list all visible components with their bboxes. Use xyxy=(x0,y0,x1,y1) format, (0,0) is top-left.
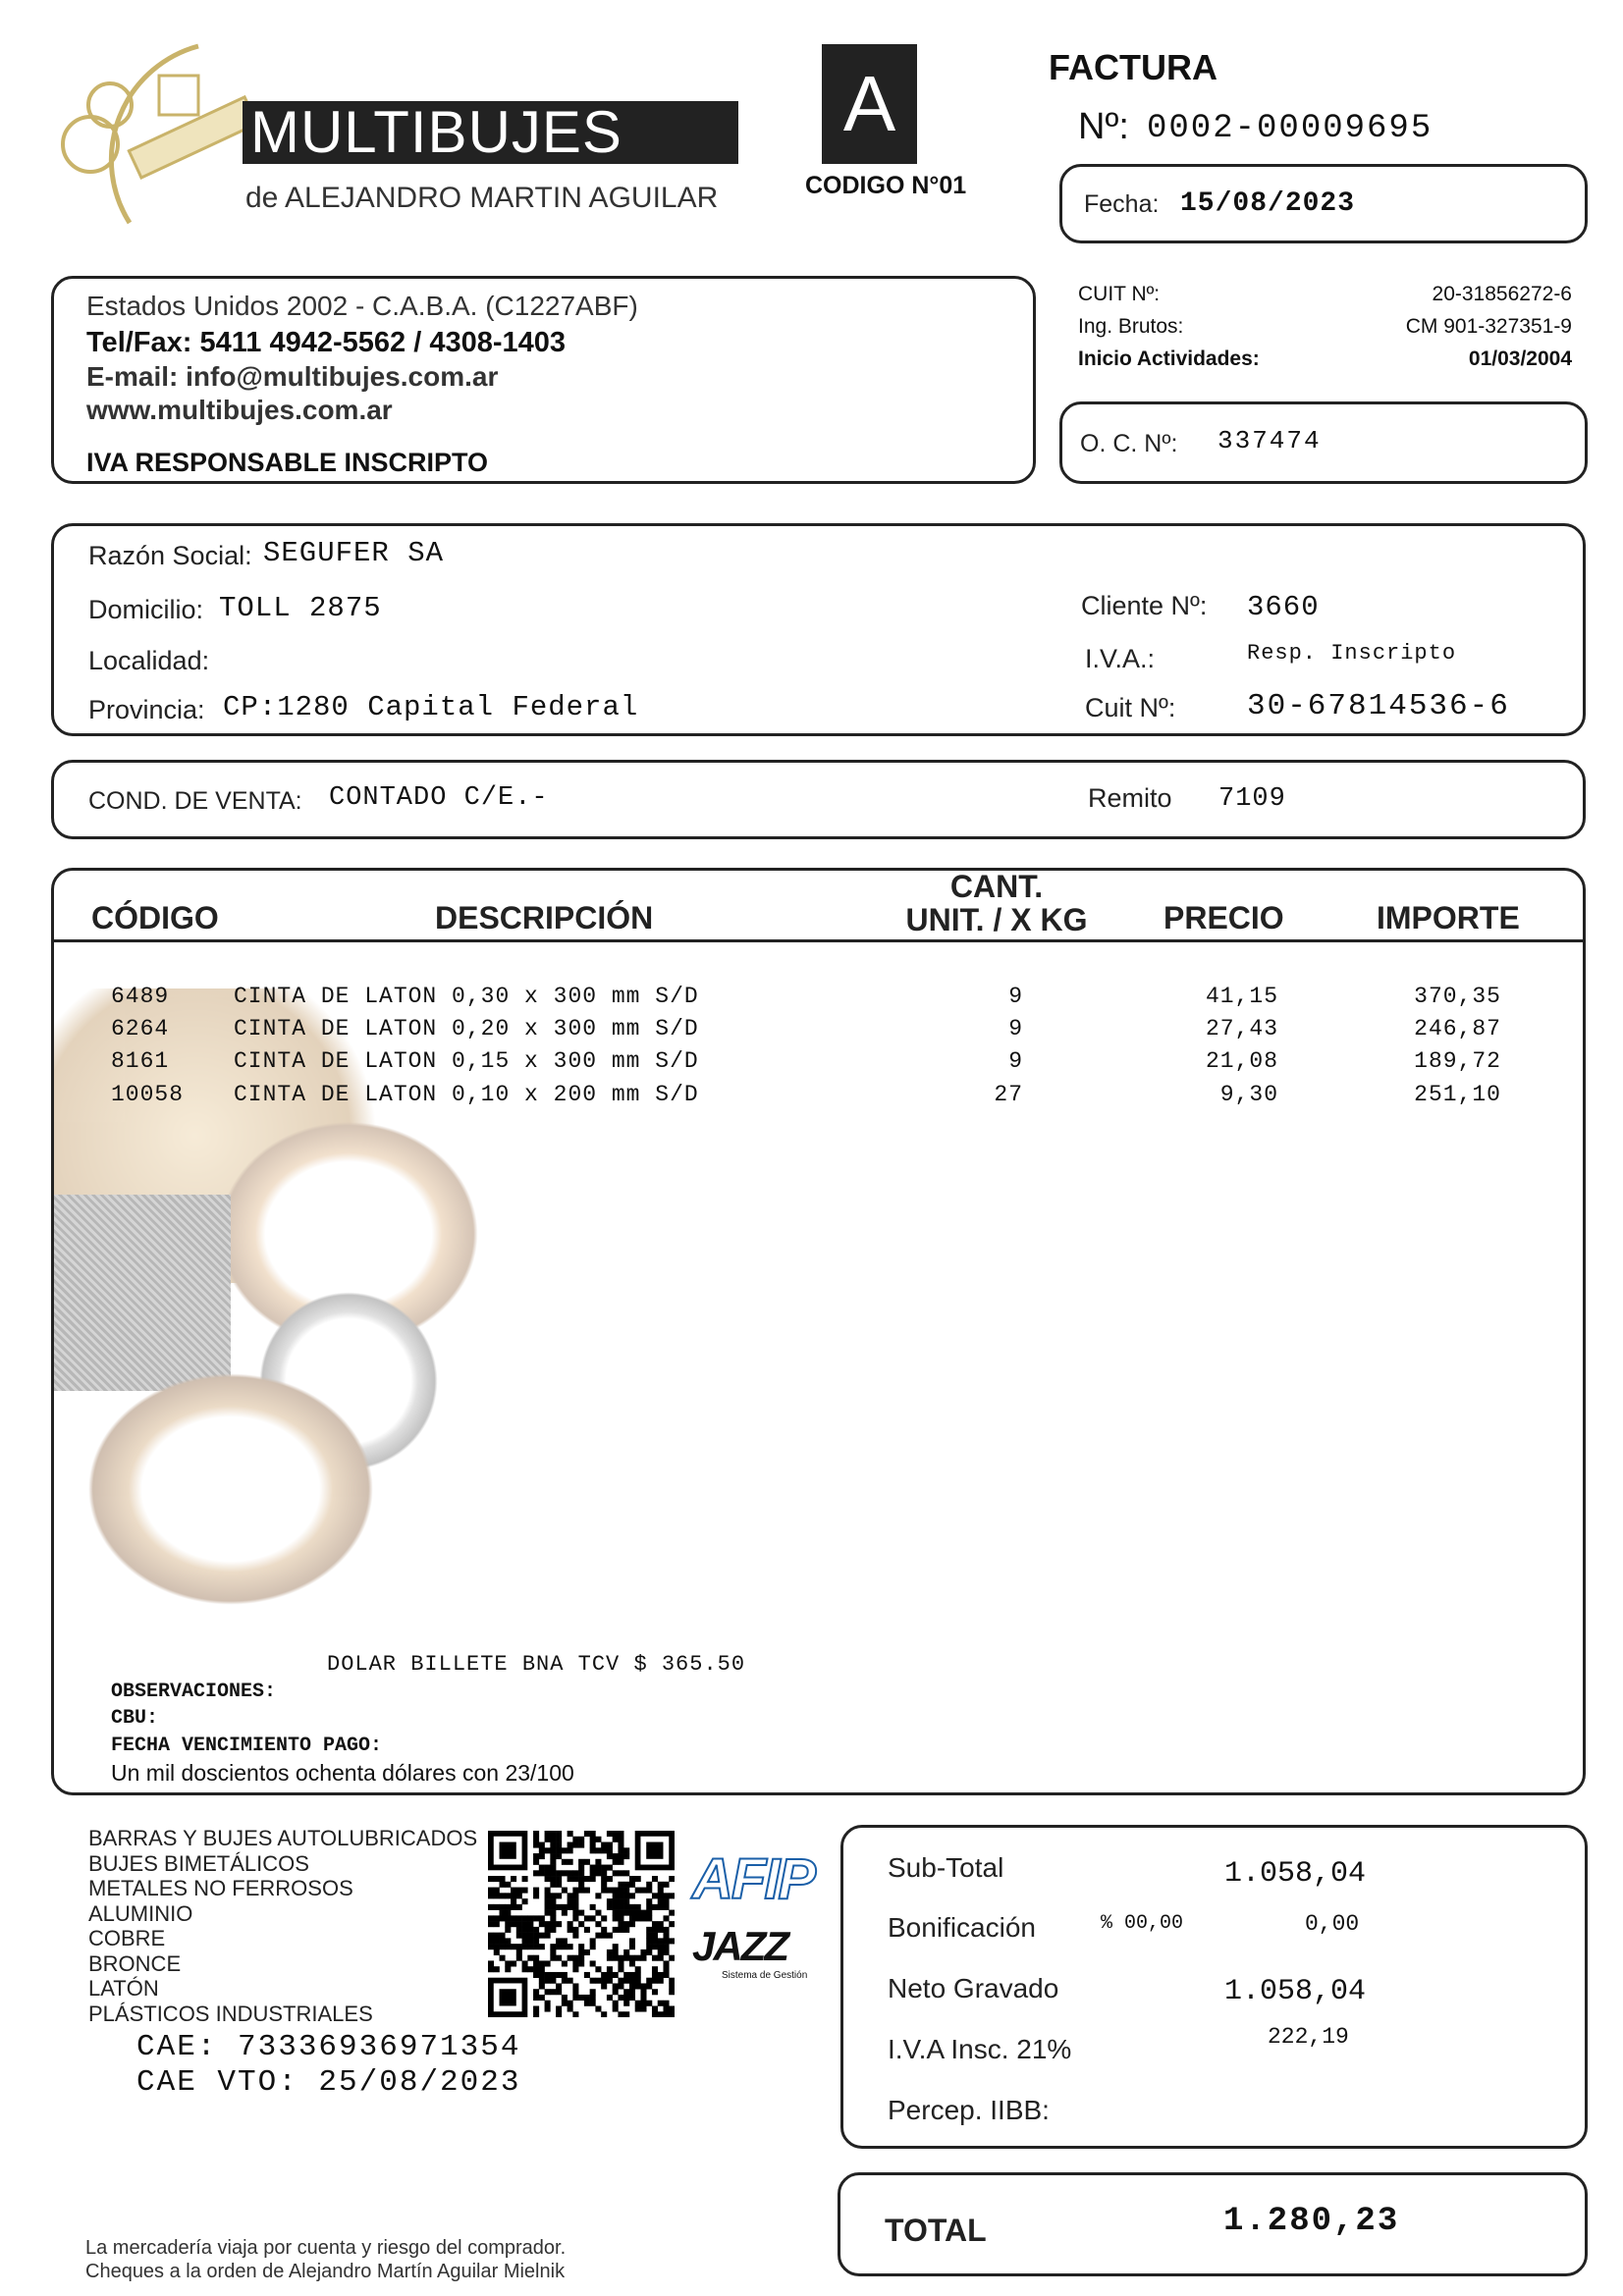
client-razon: SEGUFER SA xyxy=(263,537,445,569)
header-cantidad: CANT. UNIT. / X KG xyxy=(905,869,1088,937)
remito-number: 7109 xyxy=(1218,784,1286,814)
oc-value: 337474 xyxy=(1217,426,1322,455)
items-table: CÓDIGO DESCRIPCIÓN CANT. UNIT. / X KG PRECIO IMPORTE 6489 CINTA DE LATON 0,30 x 300 mm S/D 9 41,15 370,35 6264 CINTA DE LATON 0,20 x 300 mm S/D 9 27,43 246,87 8161 CINTA DE LATON 0,15 x 300 mm S/D 9 21,08 189,72 10058 CINTA DE LATON 0,10 x 200 mm S/D 27 9,30 251,10 DOLAR BILLETE BNA TCV $ 365.50 OBSERVACIONES: CBU: FECHA VENCIMIENTO PAGO: Un mil doscientos ochenta dólares con 23/100 xyxy=(51,868,1586,1795)
client-iva-label: I.V.A.: xyxy=(1085,644,1156,673)
company-owner: de ALEJANDRO MARTIN AGUILAR xyxy=(245,182,719,214)
header-codigo: CÓDIGO xyxy=(91,900,219,935)
company-logo xyxy=(51,36,738,228)
notes-dolar: DOLAR BILLETE BNA TCV $ 365.50 xyxy=(327,1652,746,1677)
sale-condition: CONTADO C/E.- xyxy=(329,783,549,813)
invoice-letter: A xyxy=(822,44,917,164)
qr-code-icon xyxy=(488,1831,675,2017)
date-label: Fecha: xyxy=(1084,190,1160,218)
invoice-number-label: Nº: xyxy=(1078,106,1129,147)
notes-vencimiento: FECHA VENCIMIENTO PAGO: xyxy=(111,1735,383,1757)
subtotal-value: 1.058,04 xyxy=(1224,1857,1367,1891)
total-box xyxy=(838,2172,1588,2276)
client-provincia-label: Provincia: xyxy=(88,695,205,724)
invoice-number: 0002-00009695 xyxy=(1147,110,1434,147)
oc-box xyxy=(1059,401,1588,484)
company-web: www.multibujes.com.ar xyxy=(86,395,393,425)
product-list: BARRAS Y BUJES AUTOLUBRICADOS BUJES BIMETÁLICOS METALES NO FERROSOS ALUMINIO COBRE BRONCE LATÓN PLÁSTICOS INDUSTRIALES xyxy=(88,1826,478,2026)
total-label: TOTAL xyxy=(885,2213,987,2248)
invoice-title: FACTURA xyxy=(1049,47,1217,87)
fiscal-cuit: CUIT Nº: 20-31856272-6 xyxy=(1078,283,1572,305)
date-box xyxy=(1059,164,1588,243)
client-cuit-label: Cuit Nº: xyxy=(1085,693,1176,722)
header-precio: PRECIO xyxy=(1163,900,1284,935)
company-address: Estados Unidos 2002 - C.A.B.A. (C1227ABF) xyxy=(86,291,638,321)
iibb-label: Percep. IIBB: xyxy=(888,2095,1050,2125)
bonification-pct: % 00,00 xyxy=(1101,1912,1184,1935)
cae-number: CAE: 73336936971354 xyxy=(136,2030,521,2064)
client-number: 3660 xyxy=(1247,591,1320,623)
header-importe: IMPORTE xyxy=(1377,900,1520,935)
header-descripcion: DESCRIPCIÓN xyxy=(435,900,654,935)
notes-observaciones: OBSERVACIONES: xyxy=(111,1681,277,1703)
client-domicilio: TOLL 2875 xyxy=(219,592,382,624)
fiscal-ingbrutos: Ing. Brutos: CM 901-327351-9 xyxy=(1078,315,1572,338)
total-value: 1.280,23 xyxy=(1223,2203,1400,2240)
client-number-label: Cliente Nº: xyxy=(1081,591,1208,620)
totals-box xyxy=(840,1825,1588,2149)
client-localidad-label: Localidad: xyxy=(88,646,210,675)
bonification-label: Bonificación xyxy=(888,1912,1036,1943)
client-domicilio-label: Domicilio: xyxy=(88,595,204,624)
amount-in-words: Un mil doscientos ochenta dólares con 23/100 xyxy=(111,1760,574,1786)
neto-value: 1.058,04 xyxy=(1224,1975,1367,2008)
sale-condition-label: COND. DE VENTA: xyxy=(88,787,302,815)
fiscal-inicio: Inicio Actividades: 01/03/2004 xyxy=(1078,347,1572,370)
client-cuit: 30-67814536-6 xyxy=(1247,689,1510,723)
client-provincia: CP:1280 Capital Federal xyxy=(223,691,639,723)
subtotal-label: Sub-Total xyxy=(888,1852,1004,1883)
neto-label: Neto Gravado xyxy=(888,1973,1059,2003)
footer-note: La mercadería viaja por cuenta y riesgo del comprador. Cheques a la orden de Alejandro Martín Aguilar Mielnik xyxy=(85,2237,567,2282)
cae-expiry: CAE VTO: 25/08/2023 xyxy=(136,2065,521,2100)
iva-value: 222,19 xyxy=(1268,2024,1349,2050)
company-phone: Tel/Fax: 5411 4942-5562 / 4308-1403 xyxy=(86,327,567,358)
date-value: 15/08/2023 xyxy=(1180,188,1356,219)
sale-conditions-box xyxy=(51,760,1586,839)
client-razon-label: Razón Social: xyxy=(88,541,252,570)
afip-logo: AFIP xyxy=(692,1847,815,1911)
invoice-code: CODIGO N°01 xyxy=(805,172,967,199)
company-name: MULTIBUJES xyxy=(243,101,738,164)
remito-label: Remito xyxy=(1088,783,1172,813)
notes-cbu: CBU: xyxy=(111,1707,159,1730)
header-divider xyxy=(54,939,1583,942)
jazz-logo: JAZZ Sistema de Gestión xyxy=(692,1923,808,1981)
company-iva: IVA RESPONSABLE INSCRIPTO xyxy=(86,448,489,477)
oc-label: O. C. Nº: xyxy=(1080,430,1178,457)
client-iva: Resp. Inscripto xyxy=(1247,641,1457,666)
bonification-value: 0,00 xyxy=(1305,1911,1360,1937)
company-email: E-mail: info@multibujes.com.ar xyxy=(86,361,499,392)
iva-label: I.V.A Insc. 21% xyxy=(888,2034,1072,2064)
fiscal-info xyxy=(1078,278,1572,375)
company-info-box xyxy=(51,276,1036,484)
client-box xyxy=(51,523,1586,736)
